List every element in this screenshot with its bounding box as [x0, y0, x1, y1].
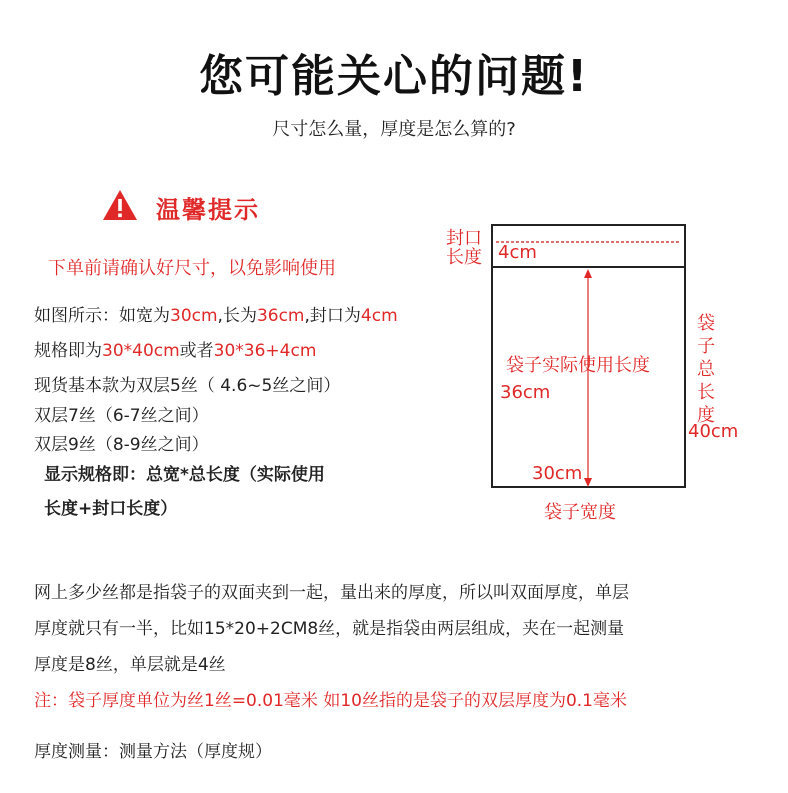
page-subtitle: 尺寸怎么量，厚度是怎么算的?: [272, 119, 516, 140]
page-title: 您可能关心的问题!: [198, 51, 590, 102]
confirm-size-text: 下单前请确认好尺寸，以免影响使用: [48, 258, 336, 279]
info-line-2-prefix: 规格即为: [34, 341, 102, 361]
info-line-1-prefix: 如图所示：如宽为: [34, 306, 170, 326]
info-line-1-mid1: ,长为: [217, 306, 257, 326]
bag-size-diagram: [430, 215, 760, 535]
info-spec-1: 30*40cm: [102, 341, 180, 361]
bottom-width-value: 30cm: [532, 463, 583, 484]
info-length-value: 36cm: [256, 306, 305, 326]
info-line-6: 显示规格即：总宽*总长度（实际使用: [44, 465, 325, 485]
info-spec-2: 30*36+4cm: [213, 341, 317, 361]
info-line-5: 双层9丝（8-9丝之间）: [34, 435, 209, 455]
info-line-3: 现货基本款为双层5丝（ 4.6~5丝之间）: [34, 376, 341, 396]
total-length-char-4: 长: [697, 382, 715, 403]
seal-label-1: 封口: [446, 228, 482, 249]
tip-title: 温馨提示: [156, 196, 260, 224]
info-line-1-mid2: ,封口为: [304, 306, 361, 326]
total-length-char-5: 度: [697, 405, 715, 426]
total-length-char-2: 子: [697, 336, 715, 357]
info-line-7: 长度+封口长度）: [44, 499, 178, 519]
thickness-measure-text: 厚度测量：测量方法（厚度规）: [34, 742, 272, 762]
info-line-1: [34, 301, 398, 326]
seal-value: 4cm: [498, 242, 537, 263]
info-line-4: 双层7丝（6-7丝之间）: [34, 406, 209, 426]
usable-length-value: 36cm: [500, 382, 551, 403]
thickness-paragraph-line-1: 网上多少丝都是指袋子的双面夹到一起，量出来的厚度，所以叫双面厚度，单层: [34, 583, 629, 603]
total-length-value: 40cm: [688, 421, 739, 442]
info-line-2-mid: 或者: [179, 341, 214, 361]
total-length-char-3: 总: [697, 359, 715, 380]
width-label: 袋子宽度: [544, 502, 616, 523]
info-seal-value: 4cm: [360, 306, 398, 326]
total-length-char-1: 袋: [697, 313, 715, 334]
thickness-unit-note: 注：袋子厚度单位为丝1丝=0.01毫米 如10丝指的是袋子的双层厚度为0.1毫米: [34, 691, 627, 711]
info-width-value: 30cm: [170, 306, 218, 326]
thickness-paragraph-line-2: 厚度就只有一半，比如15*20+2CM8丝，就是指袋由两层组成，夹在一起测量: [34, 619, 625, 639]
seal-label-2: 长度: [446, 247, 482, 268]
thickness-paragraph-line-3: 厚度是8丝，单层就是4丝: [34, 655, 226, 675]
info-line-2: [34, 336, 316, 361]
usable-length-label: 袋子实际使用长度: [506, 355, 650, 376]
warning-icon: [102, 189, 138, 221]
